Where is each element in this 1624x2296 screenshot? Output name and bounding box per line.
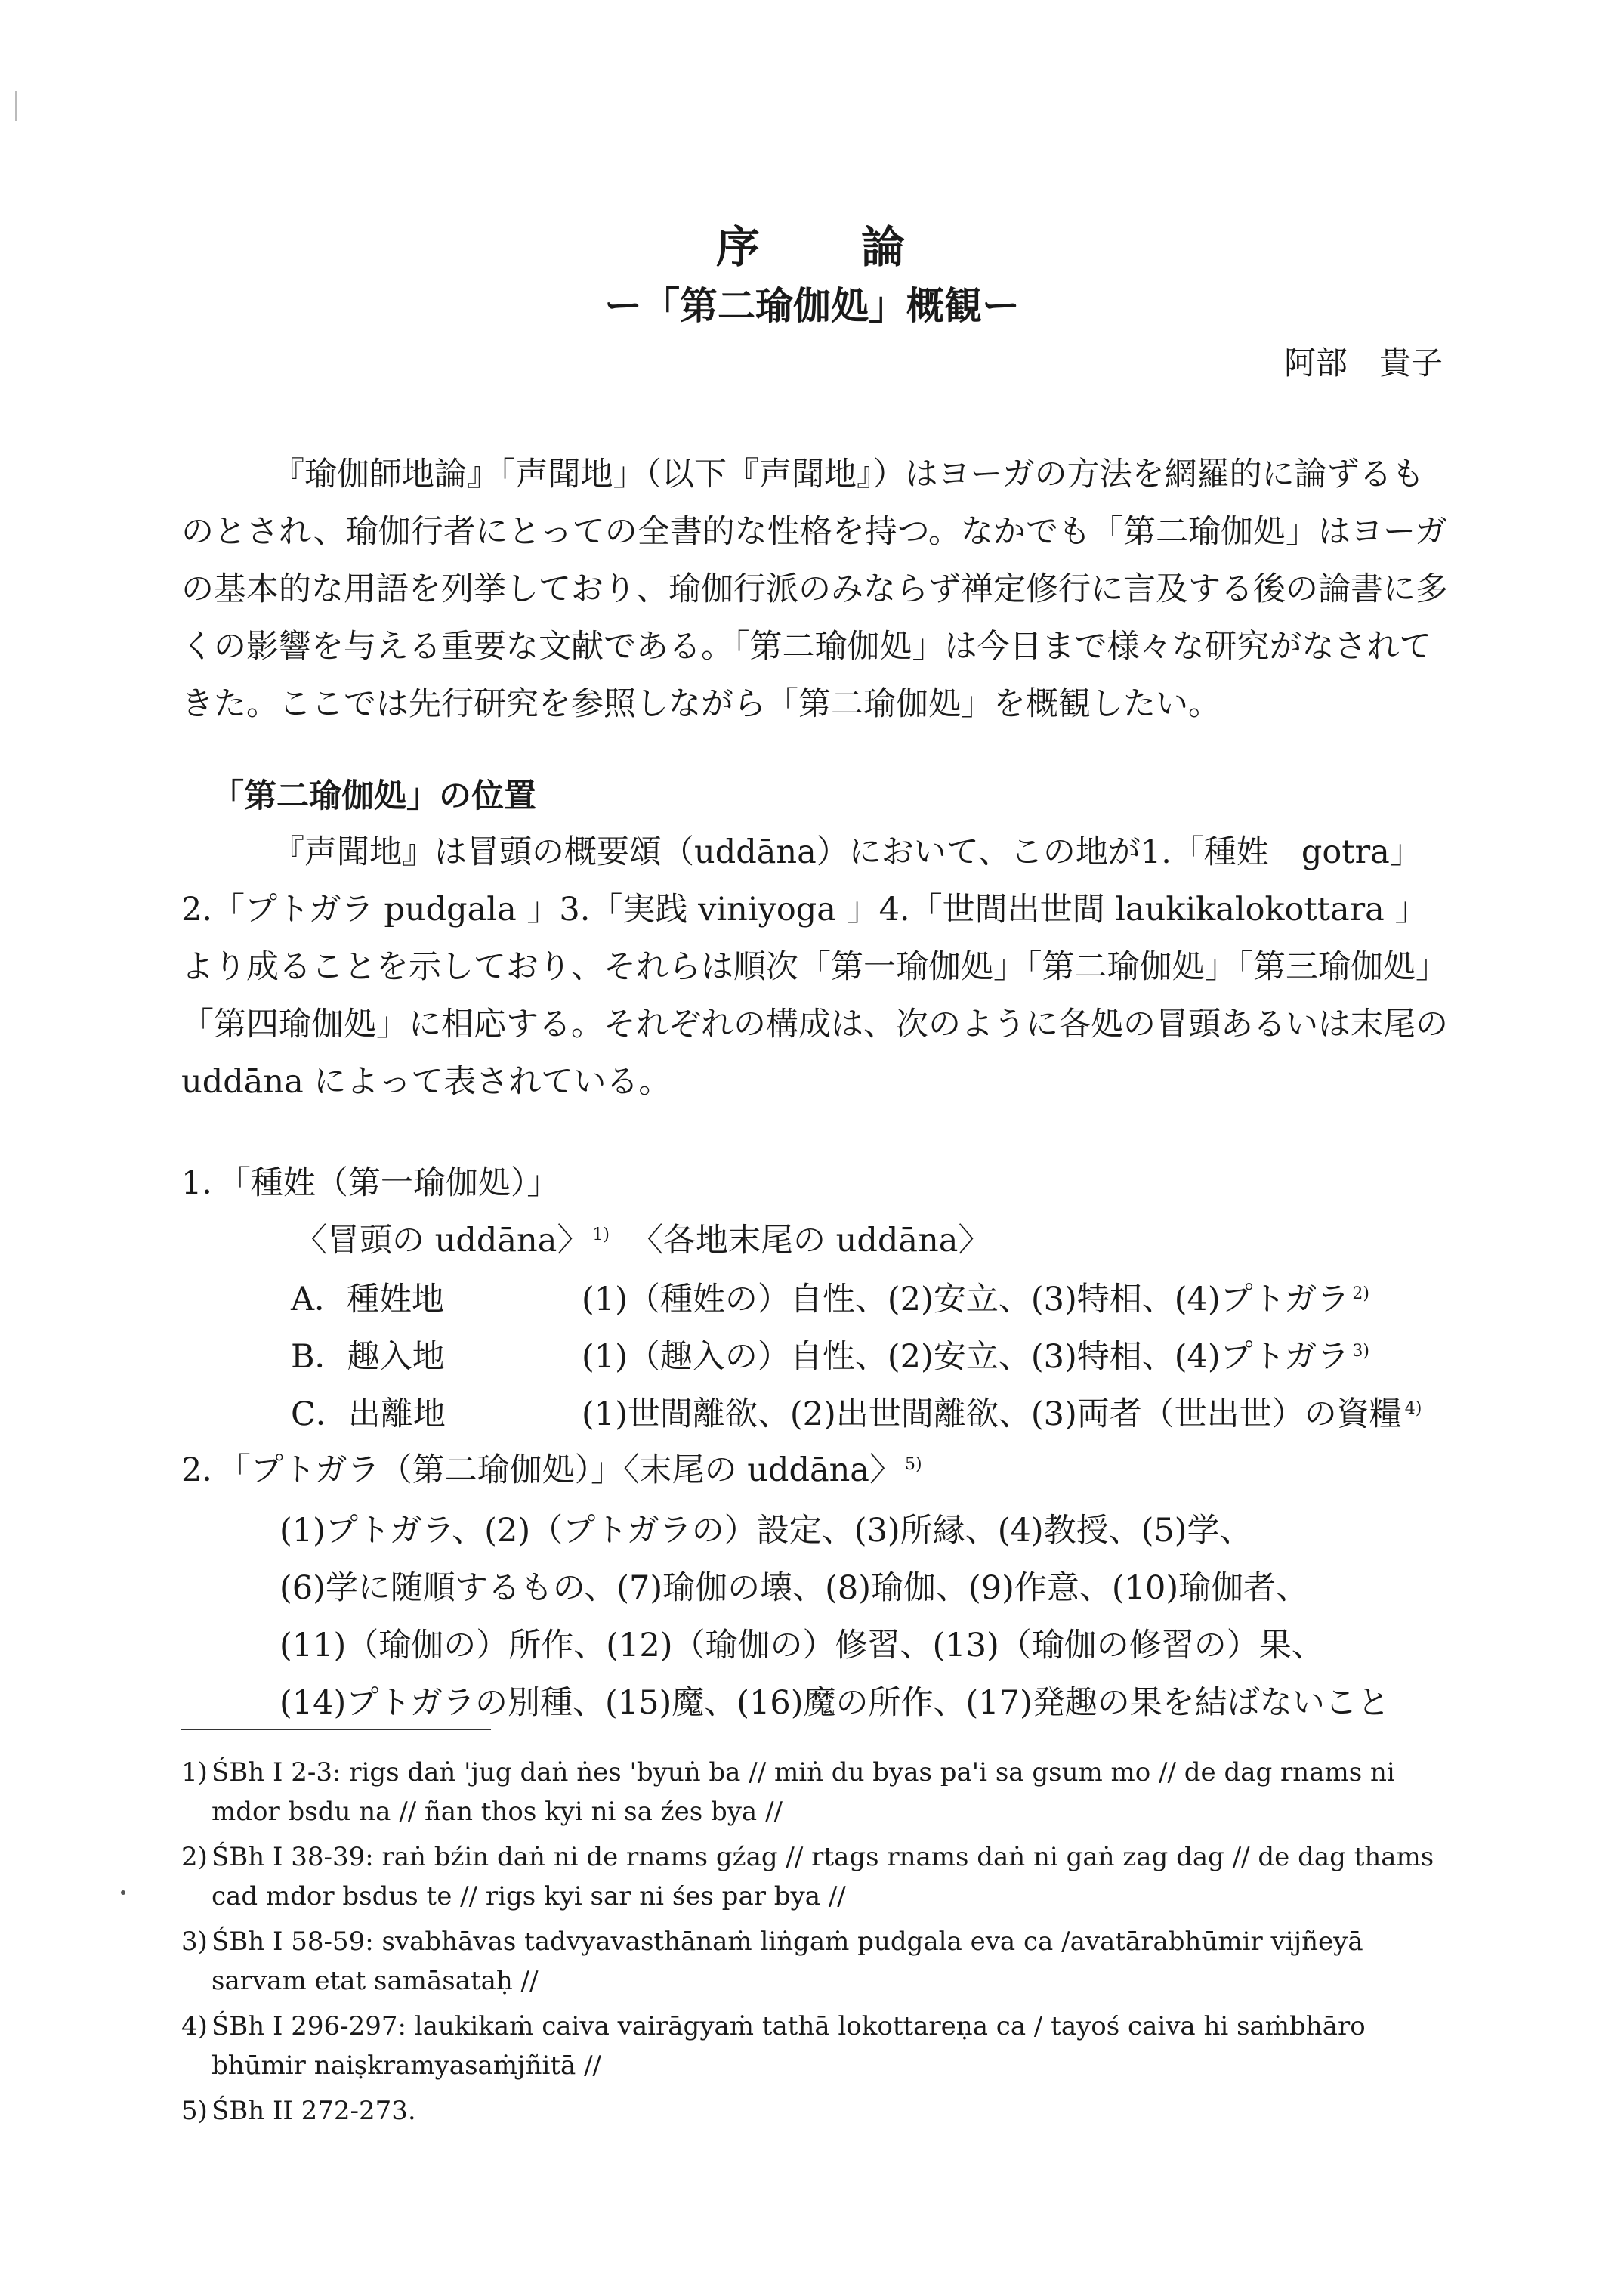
footnote-ref-5: 5) (904, 1454, 922, 1474)
row-a-text: (1)（種姓の）自性、(2)安立、(3)特相、(4)プトガラ $^{2)}$ (582, 1281, 1369, 1318)
scan-dot-artifact (121, 1890, 125, 1895)
section-paragraph: 『声聞地』は冒頭の概要頌（uddāna）において、この地が1.「種姓 gotra」2.「プトガラ pudgala 」3.「実践 viniyoga 」4.「世間出世間 laukikalokottara 」より成ることを示しており、それらは順次「第一瑜伽処」「第二瑜伽処」「第三瑜伽処」「第四瑜伽処」に相応する。それぞれの構成は、次のように各処の冒頭あるいは末尾の uddāna によって表されている。 (181, 833, 1448, 1101)
list-item-2-label: 2．「プトガラ（第二瑜伽処）」〈末尾の uddāna〉 $^{5)}$ (181, 1451, 922, 1489)
row-c-label: C．出離地 (291, 1395, 446, 1433)
footnote-1: 1) ŚBh I 2-3: rigs daṅ 'jug daṅ ṅes 'byuṅ ba // miṅ du byas pa'i sa gsum mo // de dag rnams ni mdor bsdu na // ñan thos kyi ni sa źes bya // (181, 1757, 1395, 1827)
item-2-line-3: (11)（瑜伽の）所作、(12)（瑜伽の）修習、(13)（瑜伽の修習の）果、 (279, 1627, 1324, 1664)
page-subtitle: ー「第二瑜伽処」概観ー (604, 283, 1020, 328)
scan-artifact (15, 91, 17, 121)
row-a-label: A．種姓地 (291, 1281, 445, 1318)
list-item-1-label: 1．「種姓（第一瑜伽処）」 (181, 1164, 560, 1202)
footnote-4: 4) ŚBh I 296-297: laukikaṁ caiva vairāgyaṁ tathā lokottareṇa ca / tayoś caiva hi saṁbhāro bhūmir naiṣkramyasaṁjñitā // (181, 2011, 1366, 2081)
page-title (0, 212, 1624, 275)
subheader-a-text: 〈冒頭の uddāna〉 (295, 1222, 590, 1259)
section-heading: 「第二瑜伽処」の位置 (211, 777, 536, 815)
footnote-5: 5) ŚBh II 272-273. (181, 2096, 416, 2126)
row-b-label: B．趣入地 (291, 1338, 445, 1376)
title-char-1: 序 (715, 221, 763, 273)
footnote-divider (181, 1729, 491, 1730)
footnote-ref-1: 1) (592, 1225, 610, 1244)
footnote-ref-4: 4) (1404, 1398, 1422, 1418)
footnote-ref-3: 3) (1352, 1341, 1369, 1361)
list-item-1-subheader-b: 〈各地末尾の uddāna〉 (631, 1222, 991, 1259)
list-item-1-subheader-a (295, 1215, 610, 1261)
footnote-ref-2: 2) (1352, 1284, 1369, 1303)
item-2-line-4: (14)プトガラの別種、(15)魔、(16)魔の所作、(17)発趣の果を結ばないこと (279, 1684, 1390, 1722)
footnote-3: 3) ŚBh I 58-59: svabhāvas tadvyavasthānaṁ liṅgaṁ pudgala eva ca /avatārabhūmir vijñeyā sarvam etat samāsataḥ // (181, 1927, 1363, 1996)
title-char-2: 論 (861, 221, 909, 273)
item-2-line-1: (1)プトガラ、(2)（プトガラの）設定、(3)所縁、(4)教授、(5)学、 (279, 1512, 1252, 1550)
author-name: 阿部 貴子 (1283, 345, 1443, 382)
row-b-text: (1)（趣入の）自性、(2)安立、(3)特相、(4)プトガラ $^{3)}$ (582, 1338, 1369, 1376)
row-c-text: (1)世間離欲、(2)出世間離欲、(3)両者（世出世）の資糧 $^{4)}$ (582, 1395, 1422, 1433)
intro-paragraph: 『瑜伽師地論』「声聞地」（以下『声聞地』）はヨーガの方法を網羅的に論ずるものとされ、瑜伽行者にとっての全書的な性格を持つ。なかでも「第二瑜伽処」はヨーガの基本的な用語を列挙しており、瑜伽行派のみならず禅定修行に言及する後の論書に多くの影響を与える重要な文献である。「第二瑜伽処」は今日まで様々な研究がなされてきた。ここでは先行研究を参照しながら「第二瑜伽処」を概観したい。 (181, 456, 1448, 723)
footnote-2: 2) ŚBh I 38-39: raṅ bźin daṅ ni de rnams gźag // rtags rnams daṅ ni gaṅ zag dag // de dag thams cad mdor bsdus te // rigs kyi sar ni śes par bya // (181, 1842, 1434, 1911)
item-2-line-2: (6)学に随順するもの、(7)瑜伽の壊、(8)瑜伽、(9)作意、(10)瑜伽者、 (279, 1569, 1309, 1607)
